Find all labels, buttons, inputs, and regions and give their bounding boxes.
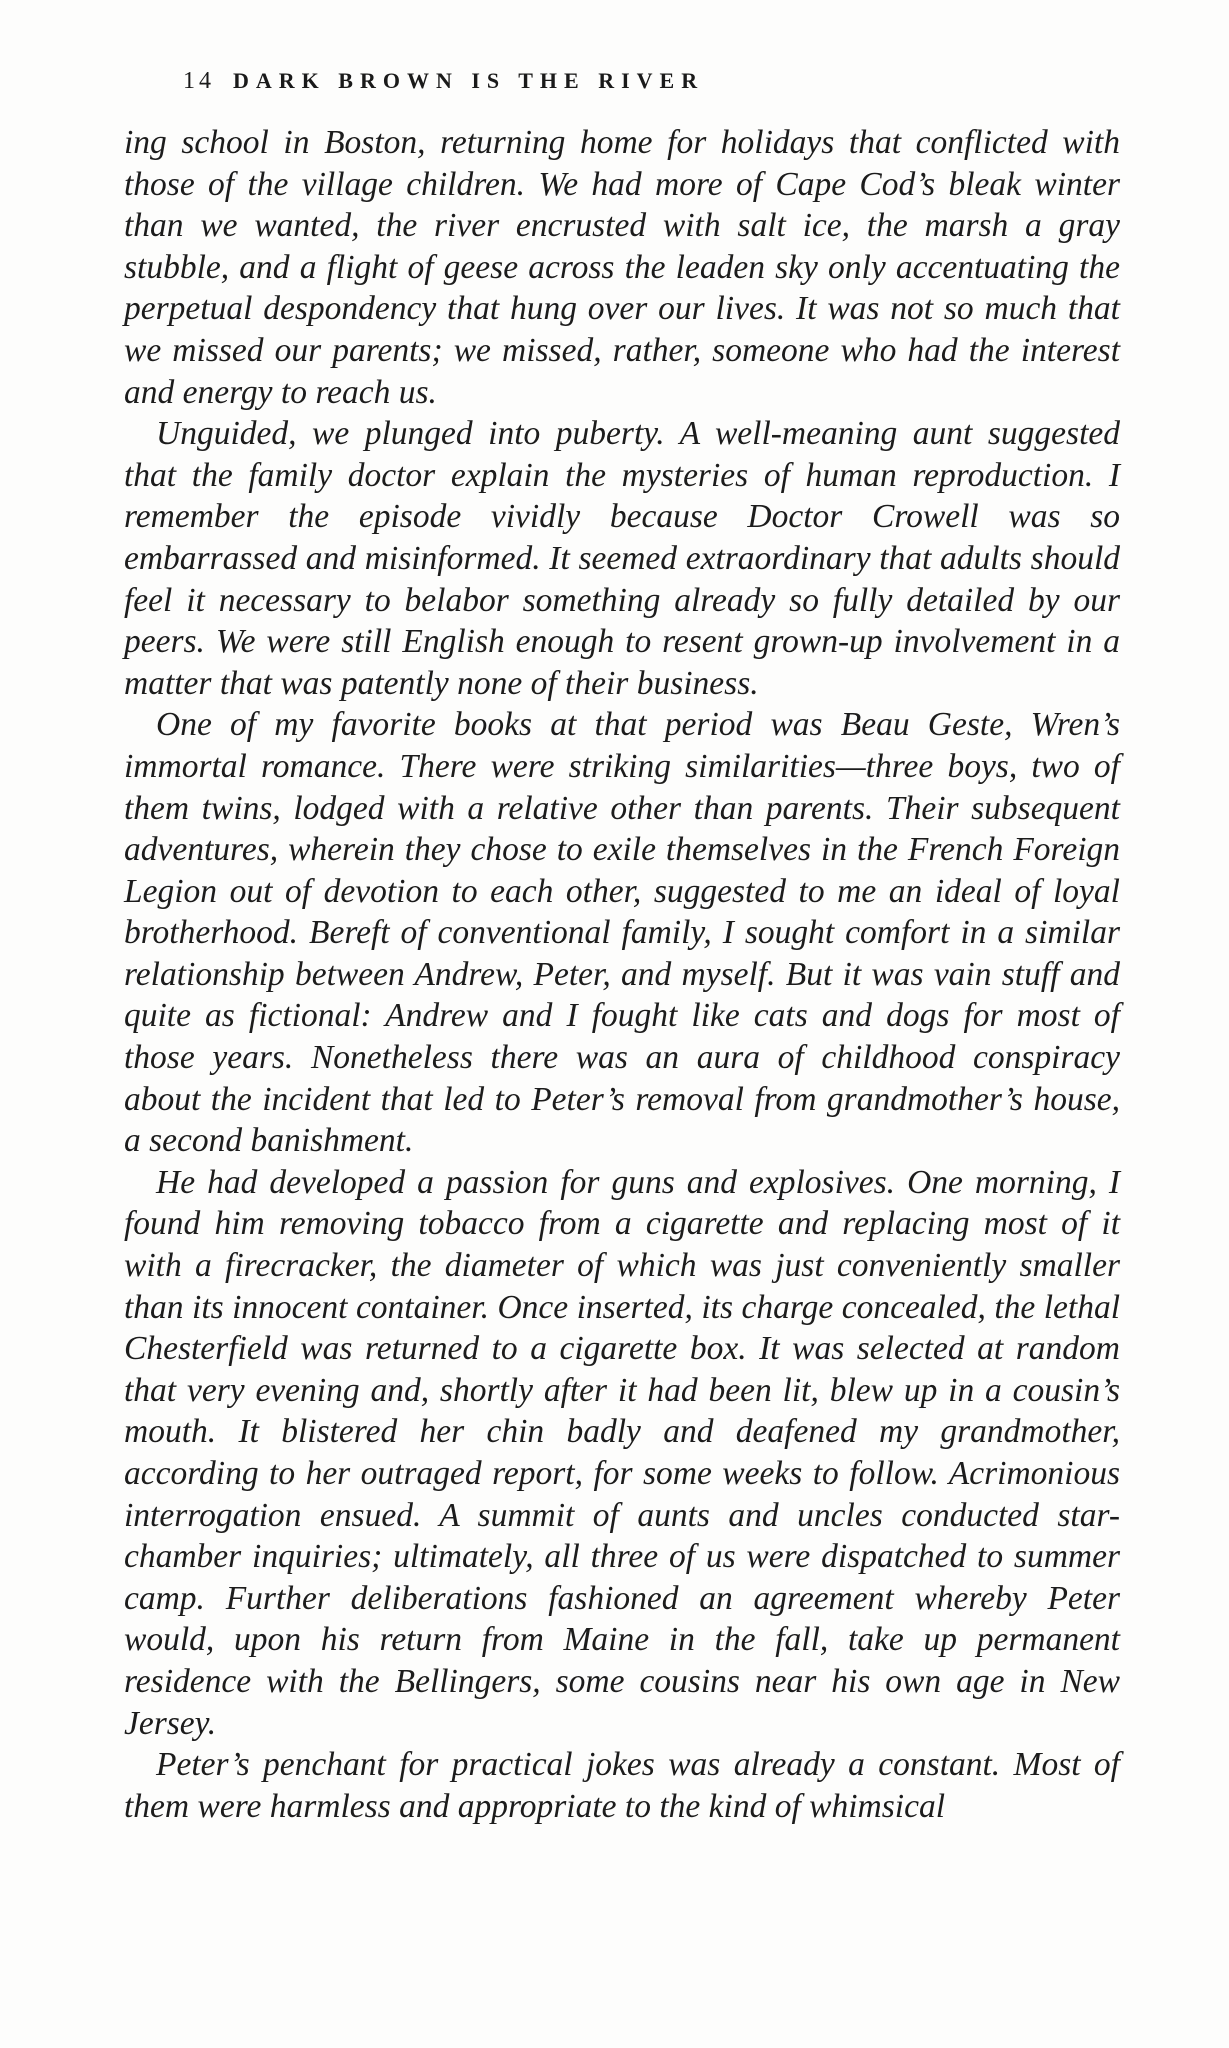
running-head <box>183 68 704 95</box>
paragraph-5: Peter’s penchant for practical jokes was already a constant. Most of them were harmless and appropriate to the kind of whimsical <box>124 1746 1120 1825</box>
book-title: DARK BROWN IS THE RIVER <box>233 68 705 93</box>
paragraph-1: ing school in Boston, returning home for holidays that conflicted with those of the village children. We had more of Cape Cod’s bleak winter than we wanted, the river encrusted with salt ice, the marsh a gray stubble, and a flight of geese across the leaden sky only accentuating the perpetual despondency that hung over our lives. It was not so much that we missed our parents; we missed, rather, someone who had the interest and energy to reach us. <box>124 124 1120 411</box>
paragraph-2: Unguided, we plunged into puberty. A well-meaning aunt suggested that the family doctor explain the mysteries of human reproduction. I remember the episode vividly because Doctor Crowell was so embarrassed and misinformed. It seemed extraordinary that adults should feel it necessary to belabor something already so fully detailed by our peers. We were still English enough to resent grown-up involvement in a matter that was patently none of their business. <box>124 415 1120 702</box>
paragraph-4: He had developed a passion for guns and explosives. One morning, I found him removing tobacco from a cigarette and replacing most of it with a firecracker, the diameter of which was just conveniently smaller than its innocent container. Once inserted, its charge concealed, the lethal Chesterfield was returned to a cigarette box. It was selected at random that very evening and, shortly after it had been lit, blew up in a cousin’s mouth. It blistered her chin badly and deafened my grandmother, according to her outraged report, for some weeks to follow. Acrimonious interrogation ensued. A summit of aunts and uncles conducted star-chamber inquiries; ultimately, all three of us were dispatched to summer camp. Further deliberations fashioned an agreement whereby Peter would, upon his return from Maine in the fall, take up permanent residence with the Bellingers, some cousins near his own age in New Jersey. <box>124 1163 1120 1742</box>
paragraph-3: One of my favorite books at that period was Beau Geste, Wren’s immortal romance. There were striking similarities—three boys, two of them twins, lodged with a relative other than parents. Their subsequent adventures, wherein they chose to exile themselves in the French Foreign Legion out of devotion to each other, suggested to me an ideal of loyal brotherhood. Bereft of conventional family, I sought comfort in a similar relationship between Andrew, Peter, and myself. But it was vain stuff and quite as fictional: Andrew and I fought like cats and dogs for most of those years. Nonetheless there was an aura of childhood conspiracy about the incident that led to Peter’s removal from grandmother’s house, a second banishment. <box>124 706 1120 1160</box>
body-text <box>124 122 1120 1827</box>
page-number: 14 <box>183 68 215 94</box>
